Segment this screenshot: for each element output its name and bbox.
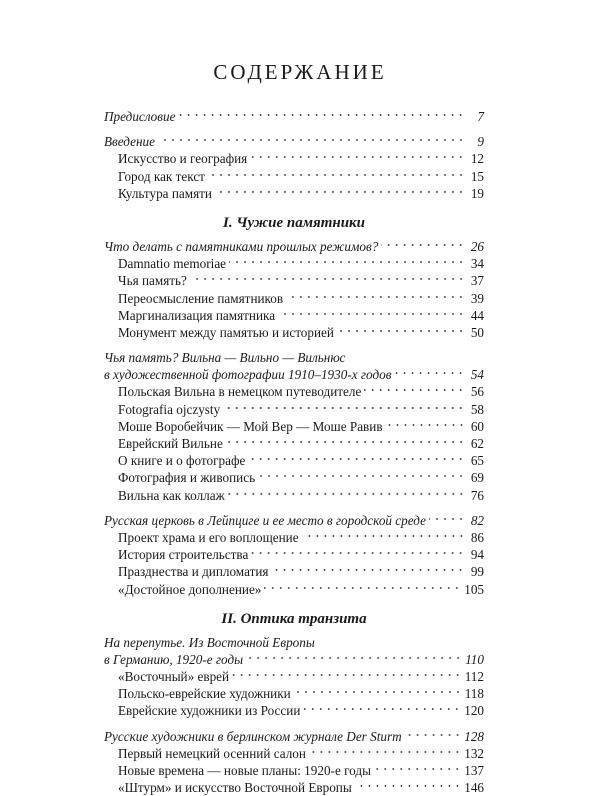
toc-entry-introduction[interactable] bbox=[104, 133, 484, 150]
leader-dots bbox=[286, 294, 465, 300]
leader-dots bbox=[258, 473, 465, 479]
toc-subentry-title: Проект храма и его воплощение bbox=[118, 529, 299, 545]
leader-dots bbox=[381, 242, 465, 248]
toc-subentry[interactable] bbox=[104, 383, 484, 400]
toc-subentry-title: История строительства bbox=[118, 547, 249, 563]
leader-dots bbox=[190, 276, 465, 282]
leader-dots bbox=[302, 533, 465, 539]
toc-subentry-title: Польская Вильна в немецком путеводителе bbox=[118, 384, 362, 400]
leader-dots bbox=[355, 783, 461, 789]
toc-entry-page: 7 bbox=[477, 109, 484, 124]
toc-entry-title-line2: в Германию, 1920-е годы bbox=[104, 651, 244, 667]
leader-dots bbox=[178, 112, 465, 118]
leader-dots bbox=[229, 259, 465, 265]
leader-dots bbox=[337, 328, 465, 334]
toc-subentry-title: Первый немецкий осенний салон bbox=[118, 745, 306, 761]
toc-entry-chapter[interactable] bbox=[104, 366, 484, 383]
toc-subentry-page: 137 bbox=[464, 763, 484, 778]
toc-subentry[interactable] bbox=[104, 324, 484, 341]
toc-subentry-title: Город как текст bbox=[118, 168, 205, 184]
leader-dots bbox=[250, 154, 465, 160]
toc-subentry-page: 118 bbox=[464, 686, 484, 702]
leader-dots bbox=[215, 189, 465, 195]
toc-subentry-title: Fotografia ojczysty bbox=[118, 401, 221, 417]
toc-subentry-page: 86 bbox=[470, 529, 484, 545]
leader-dots bbox=[223, 405, 465, 411]
toc-subentry-page: 132 bbox=[464, 745, 484, 761]
toc-subentry-title: О книге и о фотографе bbox=[118, 453, 246, 469]
toc-subentry-page: 12 bbox=[470, 151, 484, 167]
toc-subentry[interactable] bbox=[104, 150, 484, 167]
leader-dots bbox=[226, 439, 465, 445]
leader-dots bbox=[405, 732, 462, 738]
toc-subentry-page: 44 bbox=[470, 307, 484, 323]
toc-subentry-title: «Восточный» еврей bbox=[118, 669, 230, 685]
toc-subentry-page: 120 bbox=[464, 703, 484, 719]
toc-entry-title-line2: в художественной фотографии 1910–1930-х годов bbox=[104, 367, 392, 383]
toc-entry-title: Предисловие bbox=[104, 109, 176, 124]
toc-subentry[interactable] bbox=[104, 452, 484, 469]
toc-subentry-title: Культура памяти bbox=[118, 185, 212, 201]
toc-entry-page: 110 bbox=[465, 651, 484, 667]
toc-entry-chapter[interactable] bbox=[104, 651, 484, 668]
leader-dots bbox=[294, 689, 462, 695]
leader-dots bbox=[158, 137, 465, 143]
toc-entry-page: 9 bbox=[477, 134, 484, 150]
toc-subentry-page: 146 bbox=[464, 780, 484, 796]
toc-subentry[interactable] bbox=[104, 418, 484, 435]
toc-subentry[interactable] bbox=[104, 272, 484, 289]
toc-subentry-title: Моше Воробейчик — Мой Вер — Моше Равив bbox=[118, 418, 383, 434]
toc-subentry-page: 60 bbox=[470, 418, 484, 434]
toc-subentry-title: Фотография и живопись bbox=[118, 470, 256, 486]
toc-subentry-page: 37 bbox=[470, 273, 484, 289]
toc-entry-chapter[interactable] bbox=[104, 512, 484, 529]
toc-subentry-title: Чья память? bbox=[118, 273, 187, 289]
toc-subentry[interactable] bbox=[104, 546, 484, 563]
toc-subentry-title: Damnatio memoriae bbox=[118, 256, 227, 272]
toc-subentry[interactable] bbox=[104, 529, 484, 546]
toc-subentry-title: «Штурм» и искусство Восточной Европы bbox=[118, 780, 352, 796]
toc-entry-page: 128 bbox=[464, 728, 484, 744]
toc-subentry[interactable] bbox=[104, 469, 484, 486]
page-title: СОДЕРЖАНИЕ bbox=[213, 60, 387, 84]
toc-subentry-page: 58 bbox=[470, 401, 484, 417]
toc-subentry-page: 19 bbox=[470, 185, 484, 201]
toc-subentry-title: Польско-еврейские художники bbox=[118, 686, 291, 702]
toc-subentry-page: 76 bbox=[470, 487, 484, 503]
toc-subentry[interactable] bbox=[104, 435, 484, 452]
toc-subentry[interactable] bbox=[104, 581, 484, 598]
leader-dots bbox=[251, 550, 465, 556]
toc-subentry-title: Монумент между памятью и историей bbox=[118, 324, 334, 340]
toc-subentry-title: Новые времена — новые планы: 1920-е годы bbox=[118, 763, 371, 778]
toc-subentry-title: Маргинализация памятника bbox=[118, 307, 276, 323]
toc-subentry[interactable] bbox=[104, 762, 484, 779]
leader-dots bbox=[208, 172, 465, 178]
toc-subentry[interactable] bbox=[104, 401, 484, 418]
toc-entry-title: Русские художники в берлинском журнале Der Sturm bbox=[104, 728, 402, 744]
toc-subentry-page: 15 bbox=[470, 168, 484, 184]
leader-dots bbox=[394, 370, 465, 376]
part-heading: II. Оптика транзита bbox=[221, 610, 367, 627]
leader-dots bbox=[374, 766, 461, 772]
toc-entry-title-line1[interactable]: Чья память? Вильна — Вильно — Вильнюс bbox=[104, 350, 346, 366]
leader-dots bbox=[386, 422, 465, 428]
leader-dots bbox=[364, 387, 465, 393]
toc-entry-chapter[interactable] bbox=[104, 238, 484, 255]
toc-subentry-page: 105 bbox=[464, 581, 484, 597]
toc-subentry-title: Празднества и дипломатия bbox=[118, 564, 269, 580]
toc-subentry-page: 65 bbox=[470, 453, 484, 469]
toc-subentry-page: 39 bbox=[470, 290, 484, 306]
toc-subentry[interactable] bbox=[104, 255, 484, 272]
toc-subentry-page: 69 bbox=[470, 470, 484, 486]
toc-subentry-title: Еврейский Вильне bbox=[118, 436, 223, 451]
toc-subentry-title: Еврейские художники из России bbox=[118, 703, 301, 719]
toc-subentry-page: 50 bbox=[470, 324, 484, 340]
toc-subentry[interactable] bbox=[104, 745, 484, 762]
toc-subentry-page: 34 bbox=[470, 256, 484, 272]
toc-subentry[interactable] bbox=[104, 168, 484, 185]
toc-subentry-page: 62 bbox=[470, 436, 484, 451]
toc-entry-page: 26 bbox=[470, 238, 484, 254]
toc-subentry[interactable] bbox=[104, 779, 484, 796]
leader-dots bbox=[278, 311, 465, 317]
toc-entry-page: 54 bbox=[470, 367, 484, 383]
toc-entry-preface[interactable] bbox=[104, 108, 484, 125]
toc-entry-title-line1[interactable]: На перепутье. Из Восточной Европы bbox=[104, 634, 315, 650]
toc-subentry-title: «Достойное дополнение» bbox=[118, 581, 262, 597]
toc-subentry[interactable] bbox=[104, 563, 484, 580]
toc-subentry-title: Вильна как коллаж bbox=[118, 487, 225, 503]
toc-subentry[interactable] bbox=[104, 185, 484, 202]
toc-entry-title: Что делать с памятниками прошлых режимов? bbox=[104, 238, 379, 254]
toc-entry-title: Введение bbox=[104, 134, 155, 150]
toc-entry-title: Русская церковь в Лейпциге и ее место в городской среде bbox=[104, 512, 426, 528]
leader-dots bbox=[232, 672, 462, 678]
toc-entry-page: 82 bbox=[470, 512, 484, 528]
leader-dots bbox=[248, 456, 465, 462]
toc-subentry-page: 112 bbox=[464, 669, 484, 685]
leader-dots bbox=[271, 567, 465, 573]
toc-subentry-page: 94 bbox=[470, 547, 484, 563]
toc-subentry[interactable] bbox=[104, 668, 484, 685]
toc-subentry[interactable] bbox=[104, 685, 484, 702]
leader-dots bbox=[264, 585, 461, 591]
leader-dots bbox=[246, 655, 462, 661]
leader-dots bbox=[429, 516, 465, 522]
part-heading: I. Чужие памятники bbox=[222, 214, 365, 231]
toc-subentry-title: Переосмысление памятников bbox=[118, 290, 284, 306]
toc-subentry[interactable] bbox=[104, 307, 484, 324]
table-of-contents bbox=[104, 108, 484, 796]
leader-dots bbox=[303, 706, 461, 712]
toc-subentry-title: Искусство и география bbox=[118, 151, 248, 167]
toc-subentry[interactable] bbox=[104, 487, 484, 504]
leader-dots bbox=[228, 491, 465, 497]
toc-subentry-page: 99 bbox=[470, 564, 484, 580]
toc-subentry[interactable] bbox=[104, 702, 484, 719]
toc-entry-chapter[interactable] bbox=[104, 728, 484, 745]
toc-subentry-page: 56 bbox=[470, 384, 484, 400]
toc-subentry[interactable] bbox=[104, 290, 484, 307]
